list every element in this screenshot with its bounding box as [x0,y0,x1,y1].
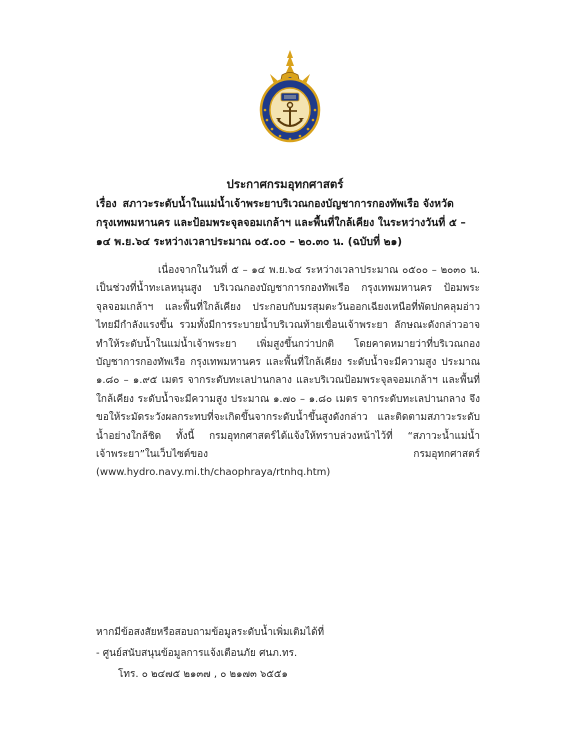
announcement-title: ประกาศกรมอุทกศาสตร์ [226,177,344,191]
navy-hydrographic-emblem-icon [250,48,330,144]
contact-center: - ศูนย์สนับสนุนข้อมูลการแจ้งเตือนภัย ศนภ.ทร. [96,648,298,659]
announcement-subject [96,195,480,252]
subject-label: เรื่อง [96,198,117,210]
contact-section [96,622,480,685]
contact-intro: หากมีข้อสงสัยหรือสอบถามข้อมูลระดับน้ำเพิ่มเติมได้ที่ [96,627,325,638]
contact-phone: โทร. ๐ ๒๔๗๕ ๒๑๓๗ , ๐ ๒๑๗๓ ๖๕๕๑ [118,669,288,680]
announcement-body: เนื่องจากในวันที่ ๕ – ๑๔ พ.ย.๖๔ ระหว่างเวลาประมาณ ๐๕๐๐ – ๒๐๓๐ น. เป็นช่วงที่น้ำทะเลหนุนสูง บริเวณกองบัญชาการกองทัพเรือ กรุงเทพมหานคร ป้อมพระจุลจอมเกล้าฯ และพื้นที่ใกล้เคียง ประกอบกับมรสุมตะวันออกเฉียงเหนือที่พัดปกคลุมอ่าวไทยมีกำลังแรงขึ้น รวมทั้งมีการระบายน้ำบริเวณท้ายเขื่อนเจ้าพระยา ลักษณะดังกล่าวอาจทำให้ระดับน้ำในแม่น้ำเจ้าพระยา เพิ่มสูงขึ้นกว่าปกติ โดยคาดหมายว่าที่บริเวณกองบัญชาการกองทัพเรือ กรุงเทพมหานคร และพื้นที่ใกล้เคียง ระดับน้ำจะมีความสูง ประมาณ ๑.๘๐ – ๑.๙๕ เมตร จากระดับทะเลปานกลาง และบริเวณป้อมพระจุลจอมเกล้าฯ และพื้นที่ใกล้เคียง ระดับน้ำจะมีความสูง ประมาณ ๑.๗๐ – ๑.๘๐ เมตร จากระดับทะเลปานกลาง จึงขอให้ระมัดระวังผลกระทบที่จะเกิดขึ้นจากระดับน้ำขึ้นสูงดังกล่าว และติดตามสภาวะระดับน้ำอย่างใกล้ชิด ทั้งนี้ กรมอุทกศาสตร์ได้แจ้งให้ทราบล่วงหน้าไว้ที่ “สภาวะน้ำแม่น้ำเจ้าพระยา”ในเว็บไซต์ของ กรมอุทกศาสตร์ (www.hydro.navy.mi.th/chaophraya/rtnhq.htm) [96,265,480,479]
subject-text: สภาวะระดับน้ำในแม่น้ำเจ้าพระยาบริเวณกองบัญชาการกองทัพเรือ จังหวัดกรุงเทพมหานคร และป้อมพระจุลจอมเกล้าฯ และพื้นที่ใกล้เคียง ในระหว่างวันที่ ๕ – ๑๔ พ.ย.๖๔ ระหว่างเวลาประมาณ ๐๕.๐๐ – ๒๐.๓๐ น. (ฉบับที่ ๒๑) [96,198,466,248]
